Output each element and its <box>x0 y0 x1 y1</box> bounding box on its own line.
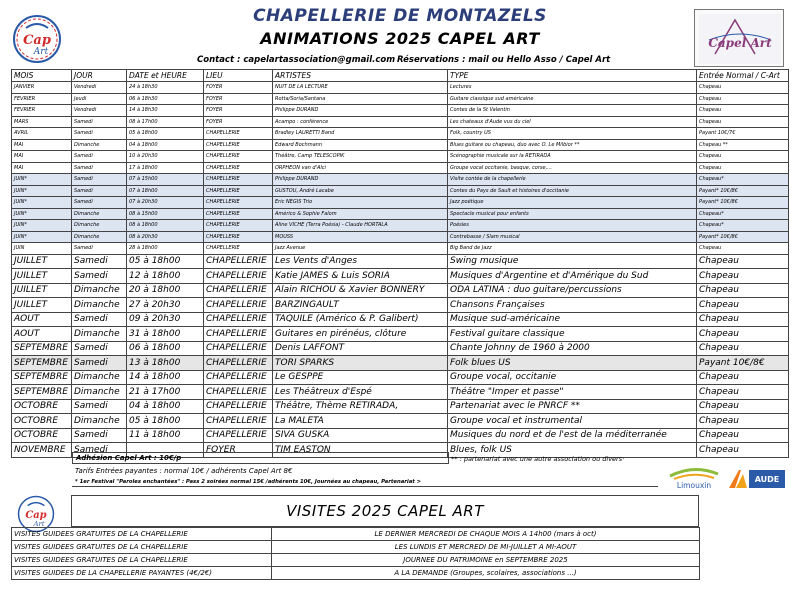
page-title: CHAPELLERIE DE MONTAZELS <box>253 6 547 26</box>
event-lieu-cell: CHAPELLERIE <box>204 151 273 163</box>
event-type-cell: Musiques d'Argentine et d'Amérique du Sud <box>448 269 697 284</box>
event-type-cell: Contes de la St Valentin <box>448 105 697 117</box>
event-lieu-cell: CHAPELLERIE <box>204 243 273 255</box>
event-artistes-cell: Théâtre, Camp TELESCOPIK <box>273 151 448 163</box>
event-date-cell: 12 à 18h00 <box>127 269 204 284</box>
event-mois-cell: JUIN* <box>12 197 72 209</box>
aude-logo <box>727 468 787 490</box>
event-artistes-cell: Philippe DURAND <box>273 105 448 117</box>
event-artistes-cell: La MALETA <box>273 414 448 429</box>
visit-label-cell: VISITES GUIDEES GRATUITES DE LA CHAPELLERIE <box>12 554 272 567</box>
event-jour-cell: Samedi <box>72 174 127 186</box>
event-type-cell: Chante Johnny de 1960 à 2000 <box>448 341 697 356</box>
contact-line: Contact : capelartassociation@gmail.com <box>197 55 396 65</box>
event-jour-cell: Samedi <box>72 116 127 128</box>
event-artistes-cell: Eric NEGIS Trio <box>273 197 448 209</box>
event-date-cell: 06 à 18h00 <box>127 341 204 356</box>
event-type-cell: Groupe vocal et instrumental <box>448 414 697 429</box>
event-type-cell: Musiques du nord et de l'est de la méditerranée <box>448 428 697 443</box>
event-type-cell: Folk, country US <box>448 128 697 140</box>
event-row <box>12 385 789 400</box>
event-artistes-cell: Rotta/Soria/Santana <box>273 93 448 105</box>
visits-title: VISITES 2025 CAPEL ART <box>71 495 699 527</box>
event-mois-cell: FEVRIER <box>12 93 72 105</box>
event-date-cell: 28 à 18h00 <box>127 243 204 255</box>
event-type-cell: Visite contée de la chapellerie <box>448 174 697 186</box>
event-jour-cell: Vendredi <box>72 82 127 94</box>
event-lieu-cell: CHAPELLERIE <box>204 139 273 151</box>
visit-detail-cell: LES LUNDIS ET MERCREDI DE MI-JUILLET A MI-AOUT <box>272 541 700 554</box>
event-date-cell: 17 à 18h00 <box>127 162 204 174</box>
event-entree-cell: Payant* 10€/8€ <box>697 185 789 197</box>
event-lieu-cell: CHAPELLERIE <box>204 370 273 385</box>
visit-label-cell: VISITES GUIDEES GRATUITES DE LA CHAPELLERIE <box>12 528 272 541</box>
event-entree-cell: Chapeau <box>697 443 789 458</box>
event-date-cell: 04 à 18h00 <box>127 399 204 414</box>
event-row <box>12 162 789 174</box>
event-artistes-cell: Acampo : conférence <box>273 116 448 128</box>
capel-art-badge-graphic <box>695 10 784 67</box>
limouxin-logo-text: Limouxin <box>676 481 712 490</box>
event-type-cell: Folk blues US <box>448 356 697 371</box>
event-entree-cell: Chapeau <box>697 327 789 342</box>
event-date-cell: 27 à 20h30 <box>127 298 204 313</box>
event-date-cell: 08 à 15h00 <box>127 208 204 220</box>
event-row <box>12 139 789 151</box>
event-lieu-cell: CHAPELLERIE <box>204 128 273 140</box>
visit-label-cell: VISITES GUIDEES DE LA CHAPELLERIE PAYANTES (4€/2€) <box>12 567 272 580</box>
col-header: TYPE <box>448 70 697 82</box>
event-jour-cell: Samedi <box>72 254 127 269</box>
event-type-cell: ODA LATINA : duo guitare/percussions <box>448 283 697 298</box>
event-lieu-cell: CHAPELLERIE <box>204 298 273 313</box>
event-lieu-cell: CHAPELLERIE <box>204 174 273 186</box>
event-mois-cell: MAI <box>12 151 72 163</box>
event-date-cell: 20 à 18h00 <box>127 283 204 298</box>
event-jour-cell: Dimanche <box>72 298 127 313</box>
col-header: JOUR <box>72 70 127 82</box>
event-row <box>12 269 789 284</box>
event-row <box>12 356 789 371</box>
event-row <box>12 116 789 128</box>
event-date-cell: 08 à 17h00 <box>127 116 204 128</box>
event-entree-cell: Chapeau <box>697 243 789 255</box>
reservations-line: Réservations : mail ou Hello Asso / Capel Art <box>397 55 611 65</box>
event-type-cell: Scénographie musicale sur la RETIRADA <box>448 151 697 163</box>
event-artistes-cell: Edward Bochmann <box>273 139 448 151</box>
event-jour-cell: Samedi <box>72 356 127 371</box>
event-mois-cell: FEVRIER <box>12 105 72 117</box>
event-jour-cell: Samedi <box>72 162 127 174</box>
event-entree-cell: Chapeau <box>697 254 789 269</box>
visit-detail-cell: A LA DEMANDE (Groupes, scolaires, associations ...) <box>272 567 700 580</box>
event-mois-cell: JUIN* <box>12 220 72 232</box>
visit-row <box>12 541 700 554</box>
event-row <box>12 93 789 105</box>
visit-row <box>12 528 700 541</box>
event-lieu-cell: CHAPELLERIE <box>204 162 273 174</box>
event-date-cell: 24 à 18h30 <box>127 82 204 94</box>
adhesion-note: Adhésion Capel Art : 10€/p <box>72 452 449 464</box>
event-lieu-cell: CHAPELLERIE <box>204 231 273 243</box>
event-row <box>12 105 789 117</box>
event-artistes-cell: Le GESPPE <box>273 370 448 385</box>
event-mois-cell: JUIN <box>12 243 72 255</box>
event-type-cell: Spectacle musical pour enfants <box>448 208 697 220</box>
event-mois-cell: JUIN* <box>12 185 72 197</box>
event-artistes-cell: TAQUILE (Américo & P. Galibert) <box>273 312 448 327</box>
event-row <box>12 312 789 327</box>
event-artistes-cell: Bradley LAURETTI Band <box>273 128 448 140</box>
limouxin-logo <box>664 462 724 490</box>
event-entree-cell: Chapeau <box>697 312 789 327</box>
event-mois-cell: JUILLET <box>12 254 72 269</box>
event-row <box>12 414 789 429</box>
event-entree-cell: Chapeau* <box>697 220 789 232</box>
event-jour-cell: Dimanche <box>72 327 127 342</box>
event-row <box>12 370 789 385</box>
event-date-cell: 21 à 17h00 <box>127 385 204 400</box>
event-type-cell: Festival guitare classique <box>448 327 697 342</box>
event-artistes-cell: NUIT DE LA LECTURE <box>273 82 448 94</box>
event-date-cell: 07 à 18h00 <box>127 185 204 197</box>
event-date-cell: 07 à 20h30 <box>127 197 204 209</box>
event-jour-cell: Samedi <box>72 197 127 209</box>
event-mois-cell: NOVEMBRE <box>12 443 72 458</box>
event-row <box>12 208 789 220</box>
event-type-cell: Blues guitare ou chapeau, duo avec O. Le Milbior ** <box>448 139 697 151</box>
event-date-cell: 08 à 20h30 <box>127 231 204 243</box>
event-row <box>12 82 789 94</box>
event-lieu-cell: CHAPELLERIE <box>204 428 273 443</box>
event-lieu-cell: CHAPELLERIE <box>204 208 273 220</box>
col-header: LIEU <box>204 70 273 82</box>
event-entree-cell: Chapeau <box>697 105 789 117</box>
event-entree-cell: Payant* 10€/8€ <box>697 197 789 209</box>
event-entree-cell: Chapeau <box>697 385 789 400</box>
event-jour-cell: Samedi <box>72 269 127 284</box>
event-entree-cell: Chapeau <box>697 298 789 313</box>
capel-art-badge <box>694 9 784 67</box>
event-lieu-cell: CHAPELLERIE <box>204 414 273 429</box>
event-entree-cell: Chapeau <box>697 283 789 298</box>
event-mois-cell: OCTOBRE <box>12 414 72 429</box>
event-artistes-cell: Les Théâtreux d'Espé <box>273 385 448 400</box>
event-lieu-cell: FOYER <box>204 105 273 117</box>
event-entree-cell: Chapeau* <box>697 208 789 220</box>
event-row <box>12 399 789 414</box>
event-row <box>12 254 789 269</box>
event-lieu-cell: CHAPELLERIE <box>204 283 273 298</box>
event-mois-cell: JUILLET <box>12 298 72 313</box>
event-mois-cell: JUILLET <box>12 283 72 298</box>
event-date-cell: 14 à 18h30 <box>127 105 204 117</box>
event-entree-cell: Chapeau <box>697 162 789 174</box>
col-header: Entrée Normal / C-Art <box>697 70 789 82</box>
event-jour-cell: Dimanche <box>72 414 127 429</box>
event-lieu-cell: FOYER <box>204 93 273 105</box>
event-mois-cell: MAI <box>12 139 72 151</box>
event-date-cell: 05 à 18h00 <box>127 414 204 429</box>
event-type-cell: Théâtre "Imper et passe" <box>448 385 697 400</box>
event-row <box>12 185 789 197</box>
event-row <box>12 243 789 255</box>
event-date-cell: 06 à 18h30 <box>127 93 204 105</box>
event-date-cell: 14 à 18h00 <box>127 370 204 385</box>
event-entree-cell: Chapeau ** <box>697 139 789 151</box>
event-row <box>12 128 789 140</box>
event-entree-cell: Chapeau* <box>697 174 789 186</box>
event-type-cell: Guitare classique sud américaine <box>448 93 697 105</box>
aude-logo-text: AUDE <box>754 475 780 484</box>
event-type-cell: Groupe vocal occitanie, basque, corse,... <box>448 162 697 174</box>
tarifs-note: Tarifs Entrées payantes : normal 10€ / adhérents Capel Art 8€ <box>75 467 293 475</box>
table-header-row <box>12 70 789 82</box>
event-lieu-cell: CHAPELLERIE <box>204 220 273 232</box>
event-mois-cell: JUILLET <box>12 269 72 284</box>
event-type-cell: Blues, folk US <box>448 443 697 458</box>
event-jour-cell: Samedi <box>72 243 127 255</box>
visit-row <box>12 567 700 580</box>
event-mois-cell: JUIN* <box>12 208 72 220</box>
event-lieu-cell: CHAPELLERIE <box>204 399 273 414</box>
event-lieu-cell: CHAPELLERIE <box>204 197 273 209</box>
event-row <box>12 428 789 443</box>
event-entree-cell: Chapeau <box>697 116 789 128</box>
event-artistes-cell: Denis LAFFONT <box>273 341 448 356</box>
event-entree-cell: Payant* 10€/8€ <box>697 231 789 243</box>
event-artistes-cell: Théâtre, Thème RETIRADA, <box>273 399 448 414</box>
event-jour-cell: Samedi <box>72 399 127 414</box>
event-row <box>12 341 789 356</box>
event-jour-cell: Jeudi <box>72 93 127 105</box>
event-type-cell: Musique sud-américaine <box>448 312 697 327</box>
event-lieu-cell: CHAPELLERIE <box>204 341 273 356</box>
event-type-cell: Groupe vocal, occitanie <box>448 370 697 385</box>
event-mois-cell: AOUT <box>12 312 72 327</box>
event-mois-cell: OCTOBRE <box>12 428 72 443</box>
event-row <box>12 151 789 163</box>
event-artistes-cell: GUSTOU, André Lacabe <box>273 185 448 197</box>
visits-table <box>11 527 700 580</box>
event-jour-cell: Dimanche <box>72 139 127 151</box>
event-type-cell: Lectures <box>448 82 697 94</box>
event-mois-cell: MARS <box>12 116 72 128</box>
partnership-footnote: ** : partenariat avec une autre association ou divers· <box>451 455 625 463</box>
event-jour-cell: Samedi <box>72 443 127 458</box>
event-mois-cell: SEPTEMBRE <box>12 370 72 385</box>
event-jour-cell: Samedi <box>72 128 127 140</box>
event-date-cell: 05 à 18h00 <box>127 128 204 140</box>
event-artistes-cell: Guitares en pirénéus, clôture <box>273 327 448 342</box>
event-mois-cell: SEPTEMBRE <box>12 341 72 356</box>
event-lieu-cell: FOYER <box>204 116 273 128</box>
event-row <box>12 327 789 342</box>
event-row <box>12 220 789 232</box>
events-table <box>11 69 789 458</box>
event-type-cell: Big Band de Jazz <box>448 243 697 255</box>
event-date-cell: 11 à 18h00 <box>127 428 204 443</box>
event-type-cell: Contrebasse / Slam musical <box>448 231 697 243</box>
event-jour-cell: Vendredi <box>72 105 127 117</box>
event-mois-cell: JUIN* <box>12 231 72 243</box>
event-jour-cell: Dimanche <box>72 208 127 220</box>
event-mois-cell: JANVIER <box>12 82 72 94</box>
event-entree-cell: Payant 10€/8€ <box>697 356 789 371</box>
event-mois-cell: AVRIL <box>12 128 72 140</box>
event-entree-cell: Chapeau <box>697 269 789 284</box>
col-header: DATE et HEURE <box>127 70 204 82</box>
event-entree-cell: Chapeau <box>697 341 789 356</box>
event-jour-cell: Samedi <box>72 185 127 197</box>
svg-text:Cap: Cap <box>23 33 51 48</box>
event-lieu-cell: CHAPELLERIE <box>204 356 273 371</box>
badge-logo-text: Capel Art <box>708 36 772 50</box>
event-row <box>12 298 789 313</box>
event-mois-cell: OCTOBRE <box>12 399 72 414</box>
event-artistes-cell: BARZINGAULT <box>273 298 448 313</box>
event-jour-cell: Dimanche <box>72 283 127 298</box>
event-entree-cell: Payant 10€/7€ <box>697 128 789 140</box>
event-date-cell: 05 à 18h00 <box>127 254 204 269</box>
event-mois-cell: AOUT <box>12 327 72 342</box>
visit-label-cell: VISITES GUIDEES GRATUITES DE LA CHAPELLERIE <box>12 541 272 554</box>
event-date-cell: 04 à 18h00 <box>127 139 204 151</box>
event-type-cell: Les chateaux d'Aude vus du ciel <box>448 116 697 128</box>
event-artistes-cell: Alain RICHOU & Xavier BONNERY <box>273 283 448 298</box>
visit-detail-cell: JOURNEE DU PATRIMOINE en SEPTEMBRE 2025 <box>272 554 700 567</box>
event-row <box>12 283 789 298</box>
event-row <box>12 174 789 186</box>
svg-text:Art: Art <box>33 520 45 529</box>
event-lieu-cell: CHAPELLERIE <box>204 327 273 342</box>
event-artistes-cell: Américo & Sophie Falom <box>273 208 448 220</box>
col-header: ARTISTES <box>273 70 448 82</box>
event-lieu-cell: CHAPELLERIE <box>204 312 273 327</box>
event-date-cell: 10 à 20h30 <box>127 151 204 163</box>
event-jour-cell: Samedi <box>72 151 127 163</box>
event-lieu-cell: CHAPELLERIE <box>204 254 273 269</box>
event-jour-cell: Samedi <box>72 312 127 327</box>
event-mois-cell: MAI <box>12 162 72 174</box>
event-jour-cell: Dimanche <box>72 231 127 243</box>
event-type-cell: Jazz poétique <box>448 197 697 209</box>
event-artistes-cell: MOUSS <box>273 231 448 243</box>
event-type-cell: Partenariat avec le PNRCF ** <box>448 399 697 414</box>
festival-note: * 1er Festival "Paroles enchantées" : Pass 2 soirées normal 15€ /adhérents 10€, Journées au chapeau, Partenariat > <box>72 478 658 487</box>
event-date-cell: 08 à 18h00 <box>127 220 204 232</box>
event-row <box>12 231 789 243</box>
event-entree-cell: Chapeau <box>697 428 789 443</box>
event-date-cell: 13 à 18h00 <box>127 356 204 371</box>
event-artistes-cell: Philippe DURAND <box>273 174 448 186</box>
event-artistes-cell: Aline VICHE (Terra Poésia) - Claude HORTALA <box>273 220 448 232</box>
event-entree-cell: Chapeau <box>697 414 789 429</box>
event-date-cell: 07 à 15h00 <box>127 174 204 186</box>
event-artistes-cell: SIVA GUSKA <box>273 428 448 443</box>
event-mois-cell: SEPTEMBRE <box>12 385 72 400</box>
svg-text:Art: Art <box>33 47 49 57</box>
event-lieu-cell: FOYER <box>204 443 273 458</box>
event-jour-cell: Samedi <box>72 428 127 443</box>
event-lieu-cell: CHAPELLERIE <box>204 269 273 284</box>
svg-text:Cap: Cap <box>25 509 47 521</box>
event-jour-cell: Samedi <box>72 341 127 356</box>
visit-row <box>12 554 700 567</box>
event-entree-cell: Chapeau <box>697 151 789 163</box>
event-date-cell: 09 à 20h30 <box>127 312 204 327</box>
event-artistes-cell: Les Vents d'Anges <box>273 254 448 269</box>
event-type-cell: Poésies <box>448 220 697 232</box>
event-entree-cell: Chapeau <box>697 399 789 414</box>
event-lieu-cell: FOYER <box>204 82 273 94</box>
event-artistes-cell: TIM EASTON <box>273 443 448 458</box>
event-entree-cell: Chapeau <box>697 370 789 385</box>
event-date-cell: 31 à 18h00 <box>127 327 204 342</box>
visit-detail-cell: LE DERNIER MERCREDI DE CHAQUE MOIS A 14h00 (mars à oct) <box>272 528 700 541</box>
event-artistes-cell: ORPHEON van d'Alci <box>273 162 448 174</box>
event-mois-cell: JUIN* <box>12 174 72 186</box>
event-lieu-cell: CHAPELLERIE <box>204 385 273 400</box>
event-type-cell: Contes du Pays de Sault et histoires d'occitanie <box>448 185 697 197</box>
event-entree-cell: Chapeau <box>697 82 789 94</box>
event-jour-cell: Dimanche <box>72 385 127 400</box>
event-type-cell: Chansons Françaises <box>448 298 697 313</box>
event-artistes-cell: Jazz Avenue <box>273 243 448 255</box>
event-jour-cell: Dimanche <box>72 370 127 385</box>
event-lieu-cell: CHAPELLERIE <box>204 185 273 197</box>
event-jour-cell: Dimanche <box>72 220 127 232</box>
page-subtitle: ANIMATIONS 2025 CAPEL ART <box>260 29 540 48</box>
event-entree-cell: Chapeau <box>697 93 789 105</box>
event-mois-cell: SEPTEMBRE <box>12 356 72 371</box>
event-artistes-cell: Katie JAMES & Luis SORIA <box>273 269 448 284</box>
event-type-cell: Swing musique <box>448 254 697 269</box>
event-artistes-cell: TORI SPARKS <box>273 356 448 371</box>
event-row <box>12 197 789 209</box>
col-header: MOIS <box>12 70 72 82</box>
